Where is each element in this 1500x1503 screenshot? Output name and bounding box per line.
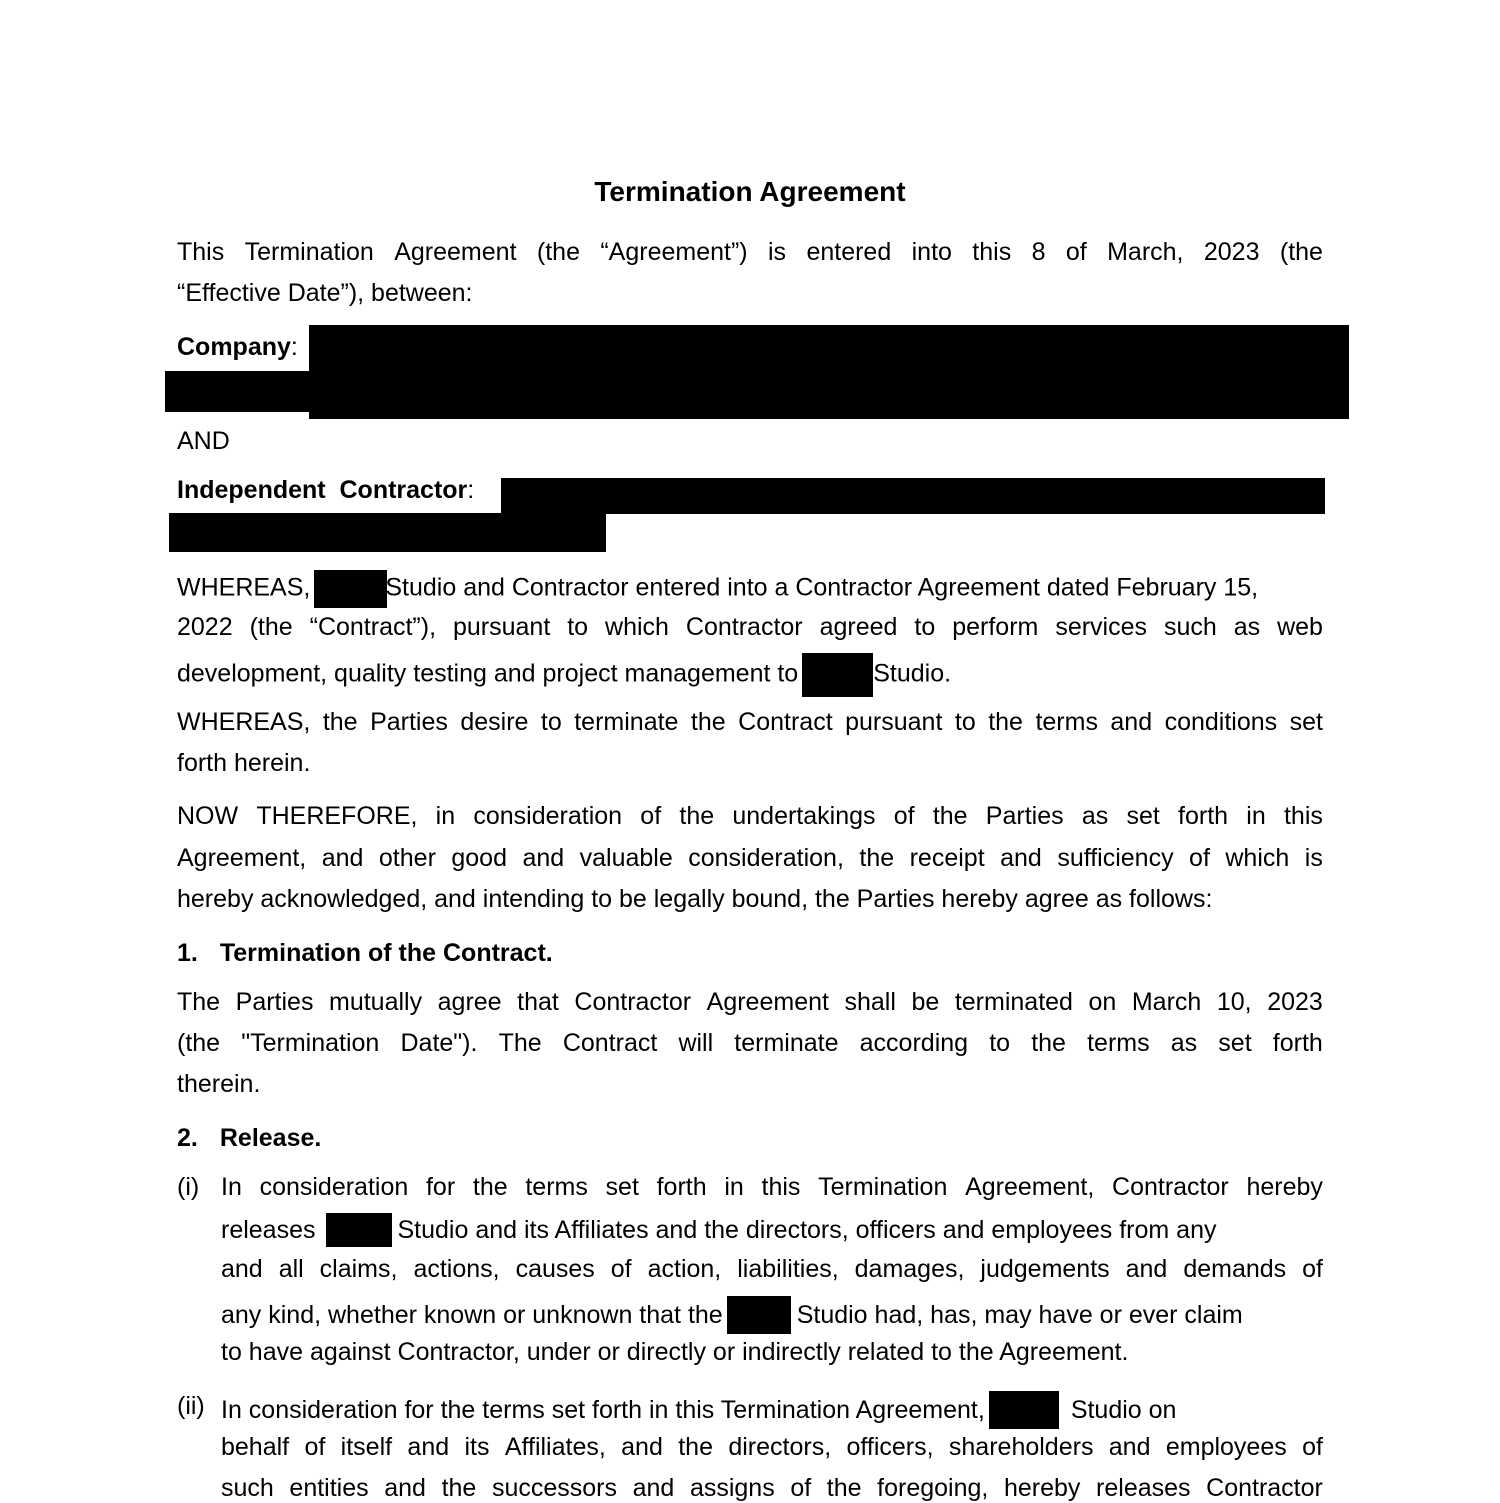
now-therefore-text-1-word: in [1246, 802, 1266, 830]
now-therefore-text-2-word: sufficiency [1057, 844, 1174, 872]
whereas-1-text-2-word: (the [249, 613, 293, 641]
clause-i-text-1-word: In [221, 1173, 242, 1201]
clause-i-line-5: to have against Contractor, under or directly or indirectly related to the Agreement. [221, 1338, 1129, 1366]
clause-ii-line-1 [221, 1391, 1323, 1429]
section-1-text-2-word: Contract [562, 1029, 658, 1057]
section-1-text-1-word: Parties [235, 988, 314, 1016]
whereas-2-text-1-word: to [954, 708, 976, 736]
whereas-1-text-2-word: which [605, 613, 669, 641]
section-1-title: Termination of the Contract. [219, 939, 553, 967]
intro-text-1-word: into [911, 238, 952, 266]
section-1-text-2-word: set [1218, 1029, 1252, 1057]
contractor-line [177, 475, 474, 505]
section-2-heading [177, 1123, 321, 1153]
whereas-2-text-1-word: terminate [574, 708, 679, 736]
clause-ii-text-4-word: successors [491, 1474, 617, 1502]
now-therefore-text-1-word: in [435, 802, 456, 830]
section-2-number: 2. [177, 1124, 198, 1152]
clause-ii-text-4-word: foregoing, [877, 1474, 989, 1502]
clause-i-text-4-word: demands [1183, 1255, 1287, 1283]
company-label: Company [177, 333, 291, 361]
intro-text-1-word: This [177, 238, 225, 266]
section-1-text-2-word: forth [1272, 1029, 1323, 1057]
clause-i-text-1-word: Contractor [1112, 1173, 1229, 1201]
clause-i-text-4 [221, 1254, 1323, 1284]
now-therefore-text-1-word: the [932, 802, 968, 830]
whereas-1-text-2-word: services [1055, 613, 1147, 641]
section-1-text-1 [177, 987, 1323, 1017]
whereas-2-text-1-word: WHEREAS, [177, 708, 311, 736]
clause-i-text-1-word: set [605, 1173, 639, 1201]
clause-i-text-2: releases [221, 1216, 316, 1244]
section-1-text-1-word: March [1131, 988, 1202, 1016]
section-1-text-2 [177, 1028, 1323, 1058]
whereas-1-text-2 [177, 612, 1323, 642]
clause-ii-text-3-word: directors, [728, 1433, 832, 1461]
contractor-label: Independent Contractor [177, 476, 468, 504]
redaction-block [501, 478, 1325, 514]
section-1-text-2-word: to [989, 1029, 1011, 1057]
clause-ii-text-4-word: the [826, 1474, 862, 1502]
section-1-text-2-word: terminate [734, 1029, 839, 1057]
whereas-1-line-3 [177, 653, 951, 697]
clause-i-text-4-word: all [278, 1255, 304, 1283]
clause-ii-text-4 [221, 1473, 1323, 1503]
clause-ii-text-4-word: and [384, 1474, 426, 1502]
now-therefore-text-2-word: consideration, [688, 844, 844, 872]
whereas-2-text-1-word: Parties [370, 708, 448, 736]
section-1-text-2-word: "Termination [241, 1029, 380, 1057]
whereas-2-text-1-word: to [540, 708, 562, 736]
whereas-2-text-1-word: and [1110, 708, 1153, 736]
now-therefore-line-3: hereby acknowledged, and intending to be legally bound, the Parties hereby agree as follows: [177, 885, 1213, 913]
now-therefore-text-1-word: consideration [473, 802, 623, 830]
clause-ii-text-4-word: the [441, 1474, 477, 1502]
clause-i-text-4-word: actions, [413, 1255, 500, 1283]
clause-i-text-6: Studio had, has, may have or ever claim [796, 1301, 1243, 1329]
intro-text-1-word: is [768, 238, 787, 266]
clause-ii-text-4-word: releases [1096, 1474, 1191, 1502]
now-therefore-text-2-word: of [1189, 844, 1210, 872]
whereas-2-line-1 [177, 707, 1323, 737]
whereas-2-text-1-word: the [690, 708, 726, 736]
intro-text-1-word: (the [536, 238, 580, 266]
redaction-block [169, 513, 606, 552]
clause-i-text-5: any kind, whether known or unknown that the [221, 1301, 723, 1329]
whereas-2-text-1-word: set [1289, 708, 1323, 736]
redaction-block [802, 653, 873, 697]
clause-ii-text-3-word: and [407, 1433, 450, 1461]
section-1-text-2-word: the [1031, 1029, 1066, 1057]
clause-ii-text-3-word: officers, [846, 1433, 934, 1461]
section-1-text-1-word: 10, [1216, 988, 1252, 1016]
section-1-text-1-word: on [1088, 988, 1117, 1016]
redaction-block [989, 1391, 1059, 1429]
clause-i-line-1 [221, 1172, 1323, 1202]
clause-i-text-4-word: judgements [980, 1255, 1110, 1283]
clause-ii-text-3-word: and [621, 1433, 663, 1461]
redaction-block [326, 1213, 392, 1247]
now-therefore-text-2 [177, 843, 1323, 873]
redaction-block [727, 1296, 791, 1334]
clause-i-text-1-word: in [724, 1173, 744, 1201]
section-1-text-1-word: mutually [329, 988, 423, 1016]
section-1-text-1-word: agree [437, 988, 502, 1016]
now-therefore-text-1 [177, 801, 1323, 831]
clause-i-text-1-word: this [761, 1173, 801, 1201]
section-1-text-1-word: The [177, 988, 221, 1016]
now-therefore-text-2-word: other [378, 844, 436, 872]
now-therefore-text-1-word: undertakings [732, 802, 876, 830]
section-1-text-1-word: that [517, 988, 559, 1016]
intro-text-1-word: 8 [1031, 238, 1046, 266]
clause-ii-text-3-word: behalf [221, 1433, 290, 1461]
whereas-1-line-2 [177, 612, 1323, 642]
clause-i-text-3: Studio and its Affiliates and the directors, officers and employees from any [397, 1216, 1217, 1244]
whereas-1-text-3: development, quality testing and project management to [177, 659, 799, 688]
whereas-1-text-2-word: perform [952, 613, 1039, 641]
redaction-block [309, 325, 1349, 419]
company-line [177, 332, 298, 362]
clause-ii-text-3-word: itself [340, 1433, 393, 1461]
section-1-line-2 [177, 1028, 1323, 1058]
clause-i-line-2 [221, 1213, 1323, 1247]
section-1-text-2-word: The [498, 1029, 542, 1057]
clause-i-text-1-word: forth [656, 1173, 707, 1201]
clause-ii-text-3-word: its [464, 1433, 490, 1461]
intro-text-1 [177, 237, 1323, 267]
intro-line-1 [177, 237, 1323, 267]
whereas-2-text-1-word: pursuant [845, 708, 943, 736]
now-therefore-text-2-word: valuable [579, 844, 673, 872]
clause-i-label: (i) [177, 1173, 200, 1201]
now-therefore-text-1-word: Parties [985, 802, 1064, 830]
clause-i-text-1-word: Termination [818, 1173, 948, 1201]
now-therefore-line-2 [177, 843, 1323, 873]
whereas-2-text-1 [177, 707, 1323, 737]
section-1-number: 1. [177, 939, 198, 967]
whereas-1-text-2-word: Contractor [685, 613, 803, 641]
now-therefore-text-2-word: which [1225, 844, 1290, 872]
whereas-2-text-1-word: desire [460, 708, 529, 736]
whereas-1-text-2-word: to [567, 613, 589, 641]
section-1-line-3: therein. [177, 1070, 261, 1098]
now-therefore-text-2-word: is [1304, 844, 1323, 872]
clause-ii-text-4-word: and [632, 1474, 675, 1502]
clause-i-text-4-word: and [1125, 1255, 1168, 1283]
whereas-1-text-2-word: agreed [819, 613, 898, 641]
clause-ii-text-4-word: such [221, 1474, 274, 1502]
clause-i-text-4-word: damages, [854, 1255, 965, 1283]
whereas-1-text-2-word: “Contract”), [309, 613, 437, 641]
section-1-text-2-word: (the [177, 1029, 221, 1057]
whereas-2-text-1-word: the [988, 708, 1023, 736]
clause-i-text-4-word: and [221, 1255, 263, 1283]
clause-i-text-1-word: for [425, 1173, 456, 1201]
now-therefore-text-1-word: set [1126, 802, 1160, 830]
section-1-text-1-word: Agreement [706, 988, 829, 1016]
intro-text-1-word: this [972, 238, 1012, 266]
intro-text-1-word: 2023 [1203, 238, 1260, 266]
whereas-1-text-2-word: to [914, 613, 936, 641]
section-1-text-1-word: Contractor [574, 988, 692, 1016]
now-therefore-text-2-word: and [321, 844, 364, 872]
clause-ii-text-4-word: of [790, 1474, 812, 1502]
clause-ii-label: (ii) [177, 1392, 205, 1420]
clause-ii-text-4-word: hereby [1003, 1474, 1081, 1502]
now-therefore-text-1-word: THEREFORE, [256, 802, 418, 830]
whereas-1-text-2-word: pursuant [452, 613, 551, 641]
intro-text-1-word: of [1065, 238, 1087, 266]
clause-i-text-1-word: hereby [1246, 1173, 1323, 1201]
section-1-text-2-word: as [1170, 1029, 1198, 1057]
clause-ii-text-3-word: shareholders [948, 1433, 1094, 1461]
intro-text-1-word: “Agreement”) [600, 238, 748, 266]
section-1-text-2-word: will [678, 1029, 714, 1057]
whereas-2-text-1-word: conditions [1164, 708, 1278, 736]
section-1-text-1-word: be [911, 988, 940, 1016]
whereas-1-line-1 [177, 570, 1323, 608]
clause-ii-text-3-word: Affiliates, [504, 1433, 606, 1461]
intro-text-1-word: (the [1279, 238, 1323, 266]
section-1-heading [177, 938, 553, 968]
whereas-label: WHEREAS, [177, 573, 311, 602]
section-1-text-2-word: terms [1087, 1029, 1150, 1057]
clause-ii-text-1: In consideration for the terms set forth in this Termination Agreement, [221, 1396, 985, 1424]
now-therefore-text-1-word: forth [1178, 802, 1229, 830]
whereas-1-text-4: Studio. [873, 659, 952, 688]
clause-i-text-4-word: action, [647, 1255, 722, 1283]
redaction-block [165, 371, 315, 412]
clause-i-text-1-word: consideration [259, 1173, 409, 1201]
section-1-text-1-word: 2023 [1267, 988, 1323, 1016]
now-therefore-text-1-word: the [679, 802, 715, 830]
now-therefore-text-1-word: of [893, 802, 915, 830]
clause-ii-line-3 [221, 1473, 1323, 1503]
clause-i-text-4-word: of [610, 1255, 632, 1283]
clause-i-text-1 [221, 1172, 1323, 1202]
clause-ii-text-3-word: of [304, 1433, 326, 1461]
section-1-text-2-word: according [859, 1029, 969, 1057]
now-therefore-text-2-word: the [859, 844, 895, 872]
company-colon: : [290, 333, 298, 361]
section-1-text-1-word: shall [844, 988, 896, 1016]
now-therefore-text-1-word: NOW [177, 802, 239, 830]
clause-i-text-1-word: Agreement, [965, 1173, 1095, 1201]
intro-text-1-word: Agreement [394, 238, 517, 266]
now-therefore-text-2-word: good [451, 844, 507, 872]
whereas-2-text-1-word: Contract [738, 708, 833, 736]
redaction-block [314, 570, 387, 608]
section-1-line-1 [177, 987, 1323, 1017]
whereas-1-text-2-word: as [1233, 613, 1261, 641]
whereas-1-text-2-word: such [1163, 613, 1217, 641]
now-therefore-text-1-word: as [1081, 802, 1109, 830]
clause-i-text-1-word: terms [525, 1173, 588, 1201]
whereas-2-text-1-word: the [322, 708, 358, 736]
clause-i-line-3 [221, 1254, 1323, 1284]
now-therefore-text-2-word: and [522, 844, 565, 872]
clause-ii-text-3-word: employees [1165, 1433, 1287, 1461]
clause-ii-text-4-word: entities [289, 1474, 369, 1502]
whereas-1-text-2-word: web [1277, 613, 1323, 641]
now-therefore-text-2-word: receipt [909, 844, 985, 872]
now-therefore-text-2-word: and [1000, 844, 1042, 872]
clause-i-text-4-word: of [1302, 1255, 1323, 1283]
clause-ii-text-3-word: the [678, 1433, 713, 1461]
clause-ii-line-2 [221, 1432, 1323, 1462]
clause-i-text-1-word: the [472, 1173, 508, 1201]
clause-i-line-4 [221, 1296, 1323, 1334]
whereas-2-text-1-word: terms [1035, 708, 1098, 736]
clause-ii-text-3-word: of [1302, 1433, 1323, 1461]
now-therefore-line-1 [177, 801, 1323, 831]
and-separator: AND [177, 427, 230, 455]
section-2-title: Release. [219, 1124, 322, 1152]
intro-text-1-word: March, [1107, 238, 1184, 266]
whereas-1-text: Studio and Contractor entered into a Contractor Agreement dated February 15, [385, 573, 1259, 602]
clause-ii-text-4-word: assigns [689, 1474, 775, 1502]
clause-ii-text-4-word: Contractor [1206, 1474, 1323, 1502]
now-therefore-text-2-word: Agreement, [177, 844, 307, 872]
clause-ii-text-2: Studio on [1070, 1396, 1177, 1424]
contractor-colon: : [467, 476, 475, 504]
clause-i-text-4-word: claims, [319, 1255, 398, 1283]
section-1-text-2-word: Date"). [400, 1029, 478, 1057]
clause-i-text-4-word: causes [515, 1255, 595, 1283]
now-therefore-text-1-word: of [640, 802, 662, 830]
document-title: Termination Agreement [594, 176, 906, 207]
section-1-text-1-word: terminated [954, 988, 1073, 1016]
intro-text-1-word: Termination [244, 238, 374, 266]
whereas-2-line-2: forth herein. [177, 749, 311, 777]
clause-ii-text-3 [221, 1432, 1323, 1462]
clause-i-text-4-word: liabilities, [737, 1255, 839, 1283]
whereas-1-text-2-word: 2022 [177, 613, 233, 641]
now-therefore-text-1-word: this [1283, 802, 1323, 830]
intro-text-1-word: entered [806, 238, 892, 266]
clause-ii-text-3-word: and [1108, 1433, 1151, 1461]
intro-line-2: “Effective Date”), between: [177, 279, 473, 307]
